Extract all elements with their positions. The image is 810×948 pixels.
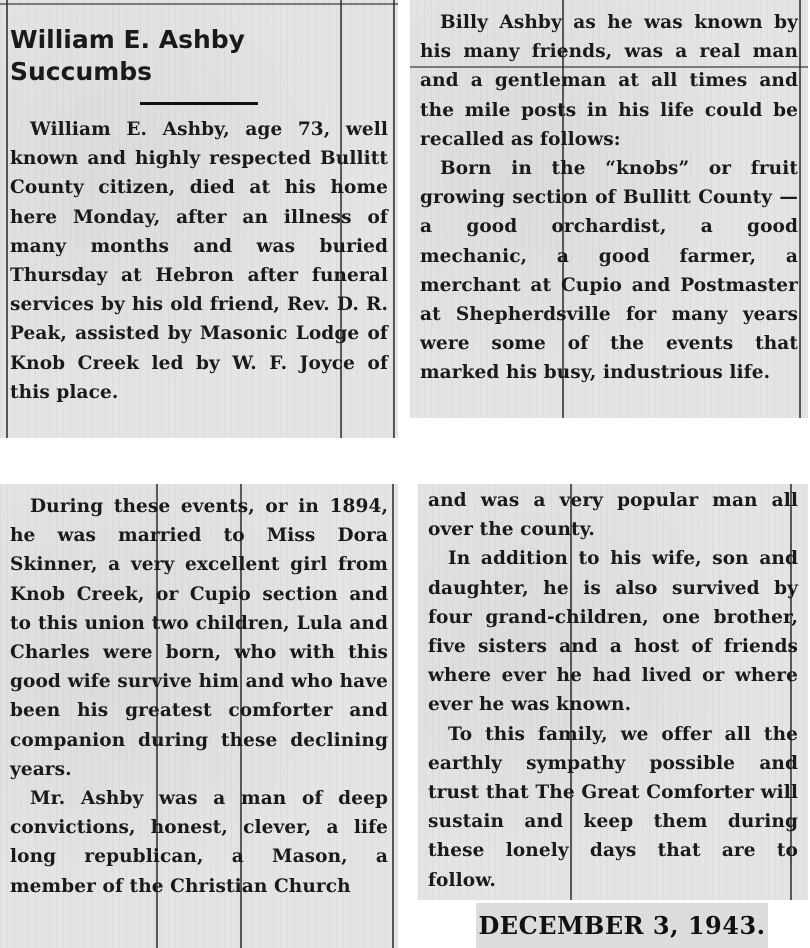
clipping-bottom-right xyxy=(418,484,808,900)
clipping-bottom-left xyxy=(0,484,398,948)
dateline: DECEMBER 3, 1943. xyxy=(478,911,766,940)
headline xyxy=(10,24,388,88)
paragraph-2: Billy Ashby as he was known by his many friends, was a real man and a gentleman at all times and the mile posts in his life could be recalled as follows: xyxy=(420,12,798,150)
paragraph-5: Mr. Ashby was a man of deep convictions, honest, clever, a life long republican, a Mason, a member of the Christian Church xyxy=(10,788,388,897)
clipping-top-left xyxy=(0,0,398,438)
paragraph-8: To this family, we offer all the earthly sympathy possible and trust that The Great Comforter will sustain and keep them during these lonely days that are to follow. xyxy=(428,723,798,891)
paragraph-7: In addition to his wife, son and daughter, he is also survived by four grand-children, one brother, five sisters and a host of friends where ever he had lived or where ever he was known. xyxy=(428,548,798,716)
headline-line-2: Succumbs xyxy=(10,57,153,86)
headline-rule xyxy=(140,102,258,105)
paragraph-4: During these events, or in 1894, he was married to Miss Dora Skinner, a very excellent girl from Knob Creek, or Cupio section and to this union two children, Lula and Charles were born, who with this good wife survive him and who have been his greatest comforter and companion during these declining years. xyxy=(10,496,388,780)
clipping-top-right xyxy=(410,0,808,418)
paragraph-1: William E. Ashby, age 73, well known and highly respected Bullitt County citizen, died at his home here Monday, after an illness of many months and was buried Thursday at Hebron after funeral services by his old friend, Rev. D. R. Peak, assisted by Masonic Lodge of Knob Creek led by W. F. Joyce of this place. xyxy=(10,119,388,403)
paragraph-6: and was a very popular man all over the county. xyxy=(428,490,798,541)
paragraph-3: Born in the “knobs” or fruit growing section of Bullitt County —a good orchardist, a good mechanic, a good farmer, a merchant at Cupio and Postmaster at Shepherdsville for many years were some of the events that marked his busy, industrious life. xyxy=(420,158,798,384)
dateline-strip xyxy=(476,903,768,948)
headline-line-1: William E. Ashby xyxy=(10,25,245,54)
